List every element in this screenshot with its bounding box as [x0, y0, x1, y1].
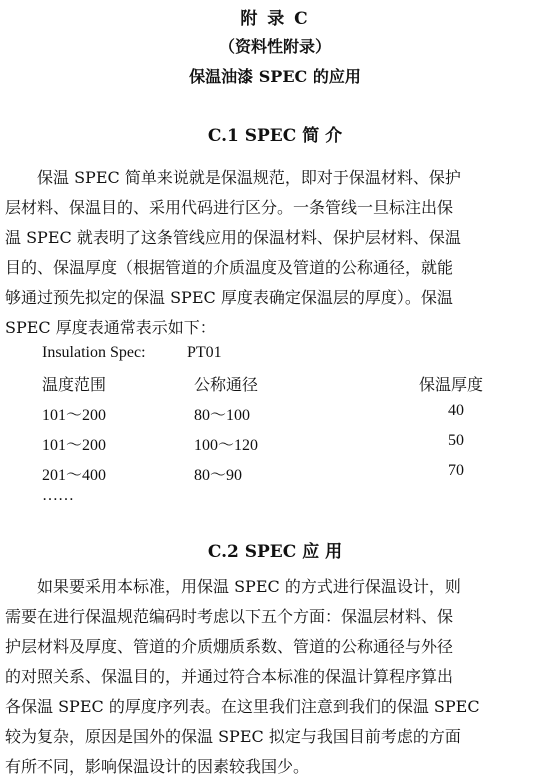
paragraph-line: 温 SPEC 就表明了这条管线应用的保温材料、保护层材料、保温	[5, 228, 461, 247]
paragraph-line: 如果要采用本标准，用保温 SPEC 的方式进行保温设计，则	[37, 577, 461, 596]
cell-thickness: 40	[448, 402, 464, 419]
cell-thickness: 50	[448, 432, 464, 449]
paragraph-line: SPEC 厚度表通常表示如下：	[5, 318, 216, 337]
column-header-nominal-diameter: 公称通径	[194, 375, 259, 394]
paragraph-line: 护层材料及厚度、管道的介质焩质系数、管道的公称通径与外径	[5, 637, 454, 656]
cell-thickness: 70	[448, 462, 464, 479]
cell-temperature: 101～200	[42, 407, 107, 424]
paragraph-line: 有所不同，影响保温设计的因素较我国少。	[5, 757, 310, 776]
spec-value: PT01	[187, 344, 222, 361]
cell-temperature: 101～200	[42, 437, 107, 454]
column-header-thickness: 保温厚度	[419, 375, 484, 394]
section-heading-c1: C.1 SPEC 简 介	[207, 126, 343, 146]
section-c2-paragraph	[5, 572, 545, 782]
paragraph-line: 较为复杂，原因是国外的保温 SPEC 拟定与我国目前考虑的方面	[5, 727, 461, 746]
section-heading-c2: C.2 SPEC 应 用	[207, 542, 343, 562]
cell-nominal-diameter: 80～100	[194, 407, 251, 424]
paragraph-line: 层材料、保温目的、采用代码进行区分。一条管线一旦标注出保	[5, 198, 454, 217]
ellipsis-text: ……	[42, 487, 74, 504]
paragraph-line: 需要在进行保温规范编码时考虑以下五个方面：保温层材料、保	[5, 607, 454, 626]
column-header-temperature: 温度范围	[42, 375, 107, 394]
spec-thickness-table	[42, 344, 522, 514]
paragraph-line: 的对照关系、保温目的，并通过符合本标准的保温计算程序算出	[5, 667, 454, 686]
cell-nominal-diameter: 80～90	[194, 467, 243, 484]
cell-nominal-diameter: 100～120	[194, 437, 259, 454]
paragraph-line: 目的、保温厚度（根据管道的介质温度及管道的公称通径，就能	[5, 258, 454, 277]
cell-temperature: 201～400	[42, 467, 107, 484]
appendix-nature: （资料性附录）	[218, 37, 331, 56]
paragraph-line: 各保温 SPEC 的厚度序列表。在这里我们注意到我们的保温 SPEC	[5, 697, 480, 716]
paragraph-line: 保温 SPEC 简单来说就是保温规范，即对于保温材料、保护	[37, 168, 461, 187]
appendix-heading: 附 录 C	[240, 9, 310, 29]
appendix-title: 保温油漆 SPEC 的应用	[189, 67, 361, 86]
spec-label: Insulation Spec:	[42, 344, 146, 361]
paragraph-line: 够通过预先拟定的保温 SPEC 厚度表确定保温层的厚度）。保温	[5, 288, 453, 307]
section-c1-paragraph	[5, 163, 545, 343]
